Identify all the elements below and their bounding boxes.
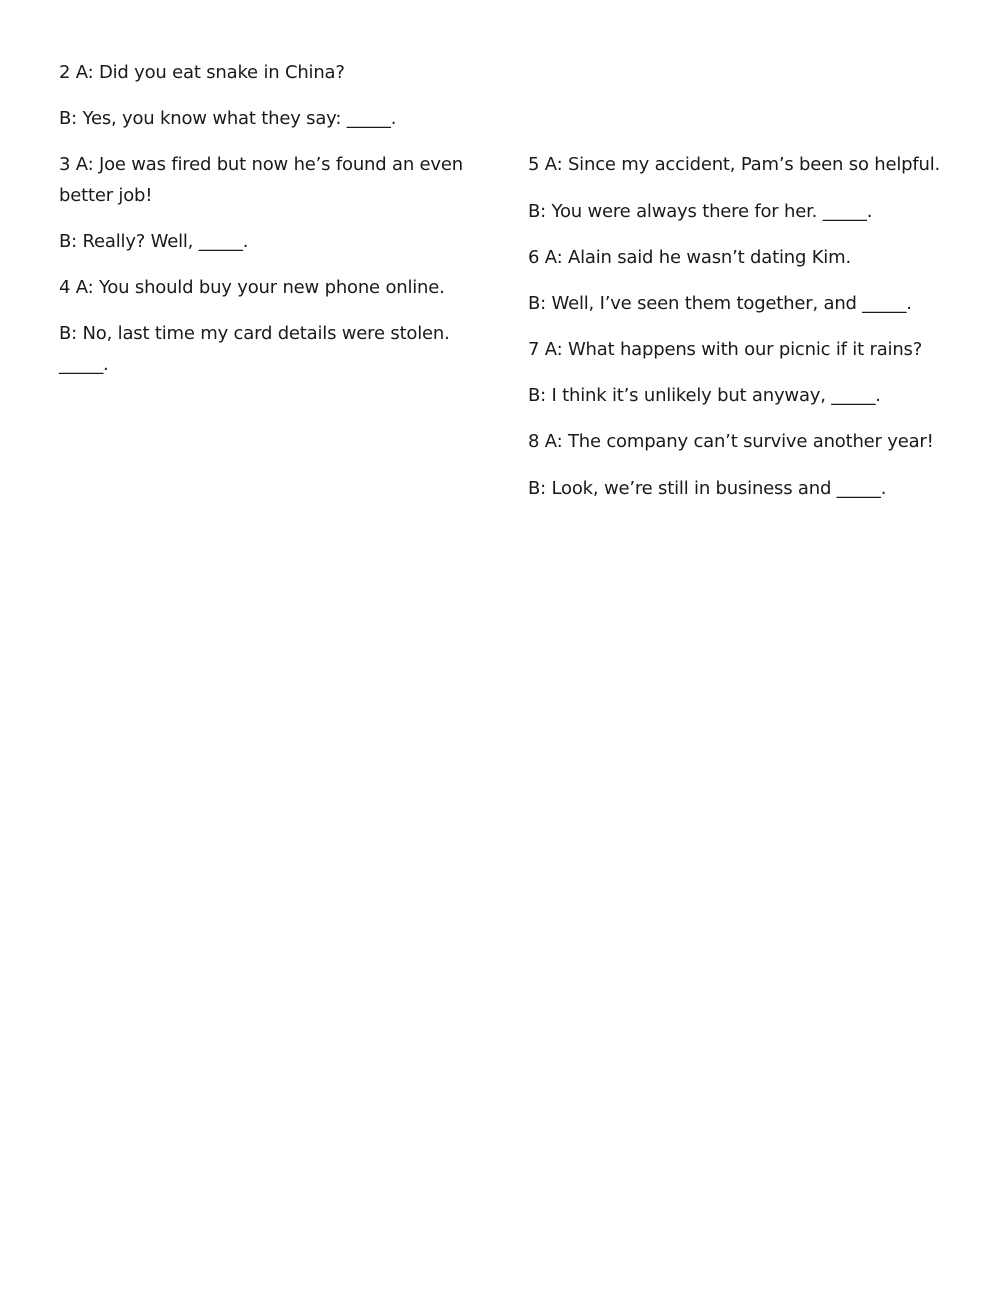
question-2-speaker-b: B: Yes, you know what they say: _____. — [59, 108, 397, 129]
question-6-speaker-a: 6 A: Alain said he wasn’t dating Kim. — [528, 247, 851, 268]
question-3-speaker-a-line-2: better job! — [59, 185, 153, 206]
question-3-speaker-b: B: Really? Well, _____. — [59, 231, 249, 252]
question-5-speaker-b: B: You were always there for her. _____. — [528, 201, 873, 222]
question-8-speaker-a: 8 A: The company can’t survive another year! — [528, 431, 934, 452]
question-7-speaker-a: 7 A: What happens with our picnic if it rains? — [528, 339, 923, 360]
question-4-speaker-b-line-2: _____. — [59, 354, 109, 375]
question-7-speaker-b: B: I think it’s unlikely but anyway, _____. — [528, 385, 881, 406]
question-5-speaker-a: 5 A: Since my accident, Pam’s been so helpful. — [528, 154, 941, 175]
question-2-speaker-a: 2 A: Did you eat snake in China? — [59, 62, 345, 83]
question-8-speaker-b: B: Look, we’re still in business and _____. — [528, 478, 887, 499]
question-3-speaker-a-line-1: 3 A: Joe was fired but now he’s found an even — [59, 154, 463, 175]
question-4-speaker-a: 4 A: You should buy your new phone online. — [59, 277, 445, 298]
question-6-speaker-b: B: Well, I’ve seen them together, and _____. — [528, 293, 912, 314]
question-4-speaker-b-line-1: B: No, last time my card details were stolen. — [59, 323, 450, 344]
